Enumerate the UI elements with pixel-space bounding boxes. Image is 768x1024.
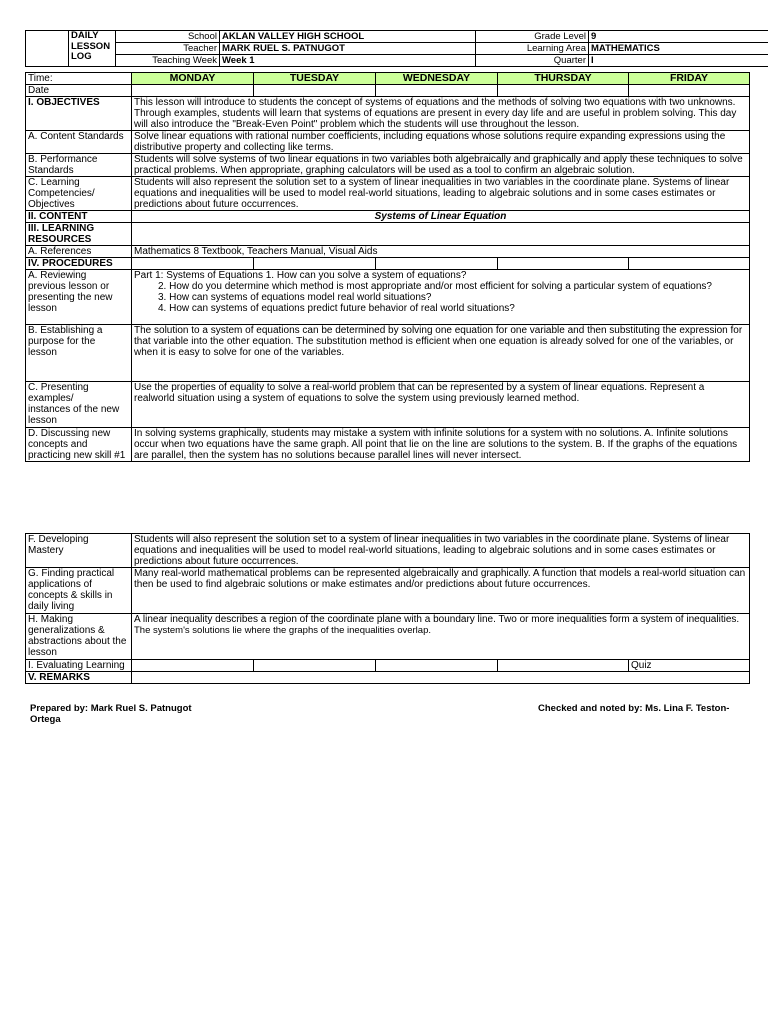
grade-value: 9 (589, 31, 768, 43)
mastery-text: Students will also represent the solution set to a system of linear inequalities in two variables in the coordinate plane. Systems of linear equations and inequalities will be used to model real-world situations, leading to algebraic solutions and in some cases estimates or predictions about future occurrences. (132, 534, 750, 568)
applications-label (26, 568, 132, 614)
performance-label-line-2: Standards (28, 165, 74, 176)
content-text: Systems of Linear Equation (132, 211, 750, 223)
checked-by-line-1: Checked and noted by: Ms. Lina F. Teston- (538, 703, 730, 714)
evaluating-thursday (498, 660, 629, 672)
procedures-monday (132, 258, 254, 270)
competencies-row (26, 177, 750, 211)
week-label: Teaching Week (116, 55, 220, 67)
reviewing-question-3: 3. How can systems of equations model real world situations? (158, 292, 432, 303)
discussing-text: In solving systems graphically, students may mistake a system with infinite solutions for a system with no solutions. A. Infinite solutions occur when two equations have the same graph. All point that lie on the line are solutions to the system. B. If the graphs of the equations are parallel, then the system has no solutions because parallel lines will never intersect. (132, 428, 750, 462)
date-tuesday (254, 85, 376, 97)
content-label: II. CONTENT (26, 211, 132, 223)
date-monday (132, 85, 254, 97)
log-title-line-2: LESSON (71, 40, 111, 52)
generalizations-text-2: The system's solutions lie where the graphs of the inequalities overlap. (134, 625, 432, 636)
day-monday: MONDAY (132, 73, 254, 85)
purpose-row (26, 325, 750, 382)
generalizations-row (26, 614, 750, 660)
date-thursday (498, 85, 629, 97)
mastery-label-line-2: Mastery (28, 545, 64, 556)
objectives-text: This lesson will introduce to students the concept of systems of equations and the methods of solving two equations with two unknowns. Through examples, students will learn that systems of equations are present in every day life and are useful in problem solving. This day will also introduce the "Break-Even Point" problem which the students will use throughout the lesson. (132, 97, 750, 131)
reviewing-text (132, 270, 750, 325)
procedures-wednesday (376, 258, 498, 270)
log-title (69, 31, 116, 67)
purpose-text: The solution to a system of equations can be determined by solving one equation for one variable and then substituting the expression for that variable into the other equation. The substitution method is efficient when one equation is already solved for one of the variables, or when it is easy to solve for one of the variables. (132, 325, 750, 382)
purpose-label-line-2: purpose for the (28, 336, 96, 347)
day-friday: FRIDAY (629, 73, 750, 85)
reviewing-label (26, 270, 132, 325)
log-title-line-3: LOG (71, 51, 92, 62)
resources-label-line-1: III. LEARNING (28, 223, 95, 234)
applications-label-line-1: G. Finding practical (28, 568, 115, 579)
resources-row (26, 223, 750, 246)
procedures-friday (629, 258, 750, 270)
presenting-text: Use the properties of equality to solve a real-world problem that can be represented by a system of linear equations. Represent a realworld situation using a system of equations to solve the system using previously learned method. (132, 382, 750, 428)
presenting-label-line-2: examples/ (28, 393, 74, 404)
teacher-label: Teacher (116, 43, 220, 55)
applications-label-line-2: applications of (28, 579, 92, 590)
week-value: Week 1 (220, 55, 476, 67)
applications-label-line-3: concepts & skills in (28, 590, 113, 601)
discussing-label-line-3: practicing new skill #1 (28, 450, 126, 461)
mastery-label (26, 534, 132, 568)
area-value: MATHEMATICS (589, 43, 768, 55)
presenting-row (26, 382, 750, 428)
procedures-label: IV. PROCEDURES (26, 258, 132, 270)
evaluating-monday (132, 660, 254, 672)
generalizations-text (132, 614, 750, 660)
discussing-label (26, 428, 132, 462)
applications-label-line-4: daily living (28, 601, 75, 612)
resources-label (26, 223, 132, 246)
procedures-tuesday (254, 258, 376, 270)
teacher-value: MARK RUEL S. PATNUGOT (220, 43, 476, 55)
day-wednesday: WEDNESDAY (376, 73, 498, 85)
remarks-row (26, 672, 750, 684)
mastery-label-line-1: F. Developing (28, 534, 89, 545)
purpose-label (26, 325, 132, 382)
performance-standards-text: Students will solve systems of two linear equations in two variables both algebraically and graphically and apply these techniques to solve practical problems. When appropriate, graphing calculators will be used as a tool to confirm an algebraic solution. (132, 154, 750, 177)
applications-text: Many real-world mathematical problems can be represented algebraically and graphically. A function that models a real-world situation can then be used to find algebraic solutions or make estimates and/or predictions about future occurrences. (132, 568, 750, 614)
lesson-table-continued (25, 533, 750, 684)
school-value: AKLAN VALLEY HIGH SCHOOL (220, 31, 476, 43)
reviewing-label-line-2: previous lesson or (28, 281, 110, 292)
remarks-text (132, 672, 750, 684)
competencies-label-line-3: Objectives (28, 199, 75, 210)
checked-by-line-2: Ortega (30, 714, 61, 725)
generalizations-label-line-4: lesson (28, 647, 57, 658)
references-text: Mathematics 8 Textbook, Teachers Manual, Visual Aids (132, 246, 750, 258)
references-row (26, 246, 750, 258)
competencies-label (26, 177, 132, 211)
resources-text (132, 223, 750, 246)
reviewing-label-line-1: A. Reviewing (28, 270, 87, 281)
quarter-label: Quarter (476, 55, 589, 67)
performance-label-line-1: B. Performance (28, 154, 98, 165)
presenting-label-line-1: C. Presenting (28, 382, 89, 393)
reviewing-question-2: 2. How do you determine which method is most appropriate and/or most efficient for solving a particular system of equations? (158, 281, 712, 292)
time-label: Time: (26, 73, 132, 85)
reviewing-question-1: Part 1: Systems of Equations 1. How can you solve a system of equations? (134, 270, 467, 281)
procedures-row (26, 258, 750, 270)
evaluating-row (26, 660, 750, 672)
references-label: A. References (26, 246, 132, 258)
date-wednesday (376, 85, 498, 97)
date-row (26, 85, 750, 97)
procedures-thursday (498, 258, 629, 270)
purpose-label-line-1: B. Establishing a (28, 325, 103, 336)
objectives-label: I. OBJECTIVES (26, 97, 132, 131)
presenting-label-line-4: lesson (28, 415, 57, 426)
reviewing-row (26, 270, 750, 325)
evaluating-tuesday (254, 660, 376, 672)
mastery-row (26, 534, 750, 568)
competencies-label-line-1: C. Learning (28, 177, 80, 188)
generalizations-label-line-1: H. Making (28, 614, 74, 625)
content-standards-row (26, 131, 750, 154)
performance-standards-label (26, 154, 132, 177)
discussing-label-line-2: concepts and (28, 439, 88, 450)
performance-standards-row (26, 154, 750, 177)
grade-label: Grade Level (476, 31, 589, 43)
evaluating-label: I. Evaluating Learning (26, 660, 132, 672)
content-row (26, 211, 750, 223)
presenting-label-line-3: instances of the new (28, 404, 120, 415)
presenting-label (26, 382, 132, 428)
remarks-label: V. REMARKS (26, 672, 132, 684)
day-thursday: THURSDAY (498, 73, 629, 85)
date-friday (629, 85, 750, 97)
competencies-label-line-2: Competencies/ (28, 188, 95, 199)
area-label: Learning Area (476, 43, 589, 55)
generalizations-label-line-3: abstractions about the (28, 636, 127, 647)
time-row (26, 73, 750, 85)
day-tuesday: TUESDAY (254, 73, 376, 85)
school-label: School (116, 31, 220, 43)
evaluating-wednesday (376, 660, 498, 672)
reviewing-label-line-4: lesson (28, 303, 57, 314)
content-standards-label: A. Content Standards (26, 131, 132, 154)
purpose-label-line-3: lesson (28, 347, 57, 358)
discussing-label-line-1: D. Discussing new (28, 428, 111, 439)
header-blank (26, 31, 69, 67)
date-label: Date (26, 85, 132, 97)
reviewing-question-4: 4. How can systems of equations predict future behavior of real world situations? (158, 303, 515, 314)
objectives-row (26, 97, 750, 131)
evaluating-friday: Quiz (629, 660, 750, 672)
generalizations-text-1: A linear inequality describes a region of the coordinate plane with a boundary line. Two or more inequalities form a system of inequalities. (134, 614, 740, 625)
lesson-table (25, 72, 750, 462)
applications-row (26, 568, 750, 614)
reviewing-label-line-3: presenting the new (28, 292, 113, 303)
log-title-line-1: DAILY (71, 30, 99, 41)
quarter-value: I (589, 55, 768, 67)
header-table (25, 30, 768, 67)
generalizations-label-line-2: generalizations & (28, 625, 105, 636)
content-standards-text: Solve linear equations with rational number coefficients, including equations whose solutions require expanding expressions using the distributive property and collecting like terms. (132, 131, 750, 154)
discussing-row (26, 428, 750, 462)
resources-label-line-2: RESOURCES (28, 234, 92, 245)
competencies-text: Students will also represent the solution set to a system of linear inequalities in two variables in the coordinate plane. Systems of linear equations and inequalities will be used to model real-world situations, leading to algebraic solutions and in some cases estimates or predictions about future occurrences. (132, 177, 750, 211)
prepared-by: Prepared by: Mark Ruel S. Patnugot (30, 703, 192, 714)
generalizations-label (26, 614, 132, 660)
